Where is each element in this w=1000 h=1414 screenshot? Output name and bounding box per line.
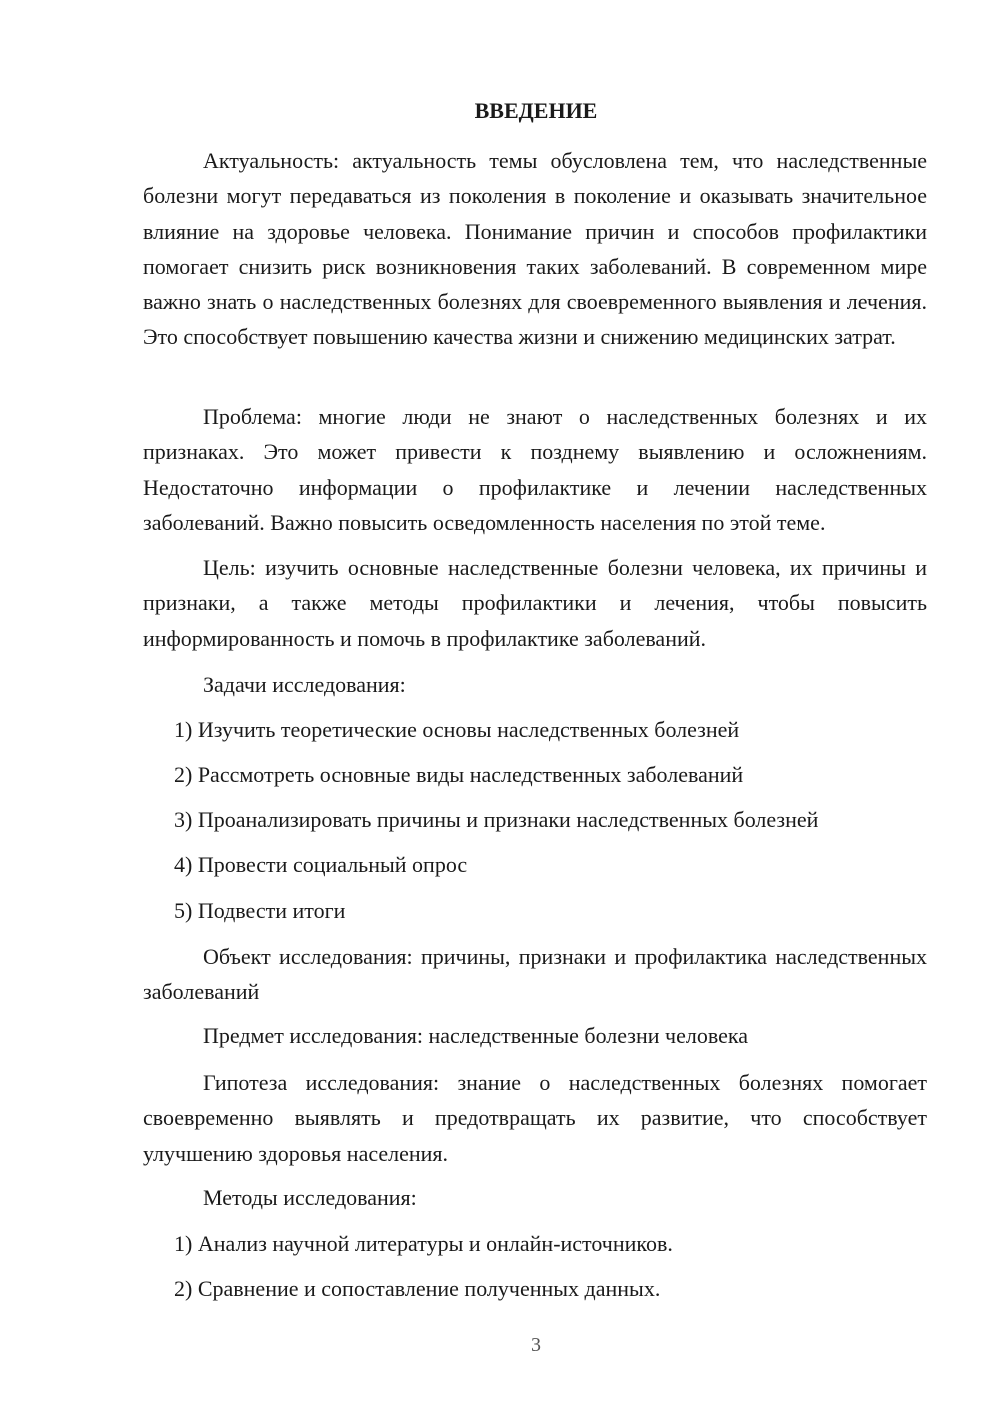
- task-item: 2) Рассмотреть основные виды наследственных заболеваний: [174, 762, 744, 787]
- method-item: 2) Сравнение и сопоставление полученных данных.: [174, 1276, 661, 1301]
- paragraph-goal: Цель: изучить основные наследственные болезни человека, их причины и признаки, а также методы профилактики и лечения, чтобы повысить информированность и помочь в профилактике заболеваний.: [143, 555, 927, 651]
- tasks-heading: Задачи исследования:: [203, 672, 406, 697]
- paragraph-object: Объект исследования: причины, признаки и профилактика наследственных заболеваний: [143, 944, 927, 1005]
- paragraph-hypothesis: Гипотеза исследования: знание о наследственных болезнях помогает своевременно выявлять и предотвращать их развитие, что способствует улучшению здоровья населения.: [143, 1070, 927, 1166]
- methods-heading: Методы исследования:: [203, 1185, 417, 1210]
- section-title: ВВЕДЕНИЕ: [474, 98, 598, 123]
- method-item: 1) Анализ научной литературы и онлайн-источников.: [174, 1231, 673, 1256]
- paragraph-subject: Предмет исследования: наследственные болезни человека: [203, 1023, 748, 1048]
- paragraph-relevance: Актуальность: актуальность темы обусловлена тем, что наследственные болезни могут передаваться из поколения в поколение и оказывать значительное влияние на здоровье человека. Понимание причин и способов профилактики помогает снизить риск возникновения таких заболеваний. В современном мире важно знать о наследственных болезнях для своевременного выявления и лечения. Это способствует повышению качества жизни и снижению медицинских затрат.: [143, 148, 927, 350]
- task-item: 4) Провести социальный опрос: [174, 852, 468, 877]
- paragraph-problem: Проблема: многие люди не знают о наследственных болезнях и их признаках. Это может привести к позднему выявлению и осложнениям. Недостаточно информации о профилактике и лечении наследственных заболеваний. Важно повысить осведомленность населения по этой теме.: [143, 404, 927, 535]
- task-item: 5) Подвести итоги: [174, 898, 346, 923]
- task-item: 1) Изучить теоретические основы наследственных болезней: [174, 717, 740, 742]
- page-number: 3: [531, 1334, 541, 1356]
- task-item: 3) Проанализировать причины и признаки наследственных болезней: [174, 807, 819, 832]
